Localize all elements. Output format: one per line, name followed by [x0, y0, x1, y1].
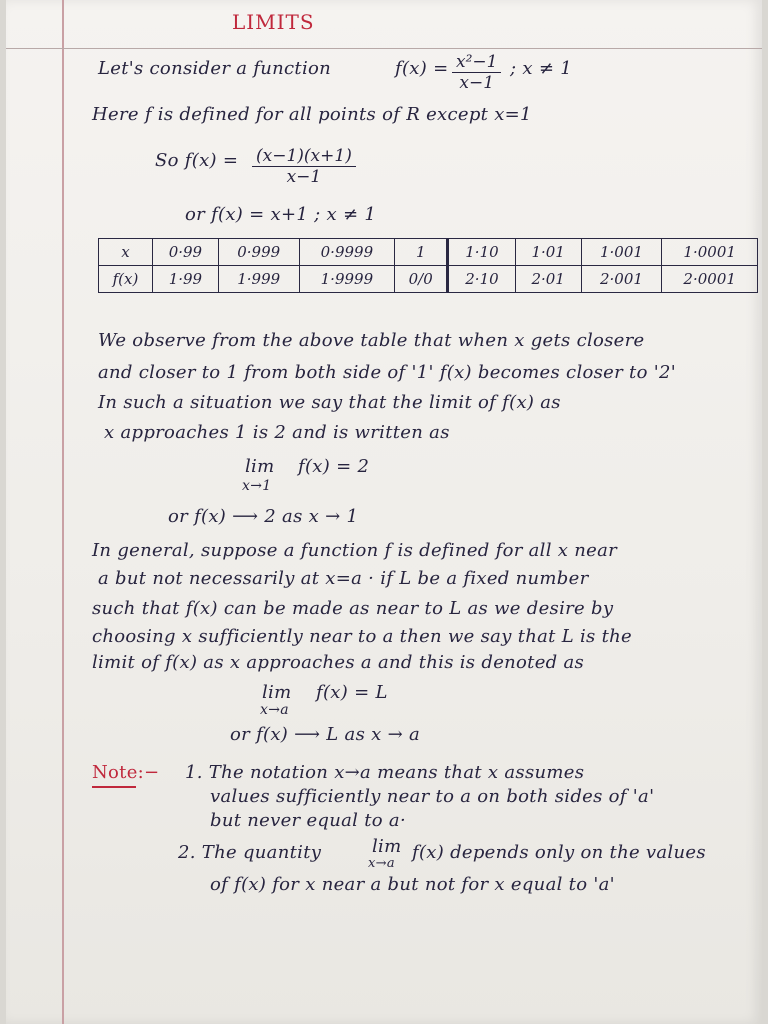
header-rule — [6, 48, 762, 49]
function-fraction — [452, 52, 501, 93]
definition-line: such that f(x) can be made as near to L as we desire by — [92, 598, 614, 619]
table-cell: 1 — [395, 239, 448, 266]
table-cell: 0·99 — [152, 239, 218, 266]
factorized-denominator: x−1 — [286, 167, 322, 187]
fraction-denominator: x−1 — [459, 73, 495, 93]
intro-text: Let's consider a function — [98, 58, 332, 79]
limit-symbol: lim — [245, 456, 275, 477]
factorized-numerator: (x−1)(x+1) — [252, 146, 356, 167]
table-cell: 0/0 — [395, 266, 448, 293]
definition-line: a but not necessarily at x=a · if L be a fixed number — [98, 568, 589, 589]
function-condition: ; x ≠ 1 — [510, 58, 573, 79]
table-cell: f(x) — [99, 266, 153, 293]
note-label: Note:− — [92, 762, 160, 783]
definition-line: In general, suppose a function f is defined for all x near — [92, 540, 618, 561]
table-cell: 2·10 — [448, 266, 515, 293]
observation-line: x approaches 1 is 2 and is written as — [104, 422, 450, 443]
table-row-x — [99, 239, 758, 266]
domain-statement: Here f is defined for all points of R except x=1 — [92, 104, 532, 125]
limit-subscript: x→a — [260, 702, 289, 718]
note-underline — [92, 786, 136, 788]
table-cell: 2·0001 — [662, 266, 758, 293]
table-cell: x — [99, 239, 153, 266]
table-cell: 1·001 — [581, 239, 662, 266]
limit-symbol: lim — [262, 682, 292, 703]
table-cell: 1·99 — [152, 266, 218, 293]
table-cell: 1·9999 — [299, 266, 395, 293]
table-cell: 1·01 — [515, 239, 581, 266]
limit-subscript: x→1 — [242, 478, 272, 494]
note-item-2: 2. The quantity — [178, 842, 322, 863]
table-cell: 0·9999 — [299, 239, 395, 266]
limit-alternative: or f(x) ⟶ 2 as x → 1 — [168, 506, 359, 527]
observation-line: We observe from the above table that when x gets closere — [98, 330, 645, 351]
table-row-fx — [99, 266, 758, 293]
margin-line — [62, 0, 64, 1024]
table-cell: 2·01 — [515, 266, 581, 293]
fraction-numerator: x²−1 — [452, 52, 501, 73]
factorized-lhs: So f(x) = — [155, 150, 239, 171]
note-item-1-cont: but never equal to a· — [210, 810, 406, 831]
factorized-fraction — [252, 146, 356, 187]
values-table — [98, 238, 758, 293]
observation-line: In such a situation we say that the limit of f(x) as — [98, 392, 561, 413]
table-cell: 1·10 — [448, 239, 515, 266]
table-cell: 1·999 — [218, 266, 299, 293]
limit-alternative: or f(x) ⟶ L as x → a — [230, 724, 421, 745]
function-name: f(x) = — [395, 58, 449, 79]
limit-subscript: x→a — [368, 856, 395, 871]
note-item-2-cont: f(x) depends only on the values — [412, 842, 706, 863]
table-cell: 1·0001 — [662, 239, 758, 266]
limit-expression: f(x) = L — [316, 682, 388, 703]
simplified-function: or f(x) = x+1 ; x ≠ 1 — [185, 204, 377, 225]
limit-expression: f(x) = 2 — [298, 456, 370, 477]
note-item-1-cont: values sufficiently near to a on both sides of 'a' — [210, 786, 655, 807]
page-title: LIMITS — [232, 10, 315, 34]
table-cell: 0·999 — [218, 239, 299, 266]
table-cell: 2·001 — [581, 266, 662, 293]
observation-line: and closer to 1 from both side of '1' f(x) becomes closer to '2' — [98, 362, 676, 383]
note-item-1: 1. The notation x→a means that x assumes — [185, 762, 585, 783]
definition-line: limit of f(x) as x approaches a and this is denoted as — [92, 652, 585, 673]
definition-line: choosing x sufficiently near to a then we say that L is the — [92, 626, 632, 647]
limit-symbol: lim — [372, 836, 402, 857]
note-item-2-cont: of f(x) for x near a but not for x equal to 'a' — [210, 874, 615, 895]
